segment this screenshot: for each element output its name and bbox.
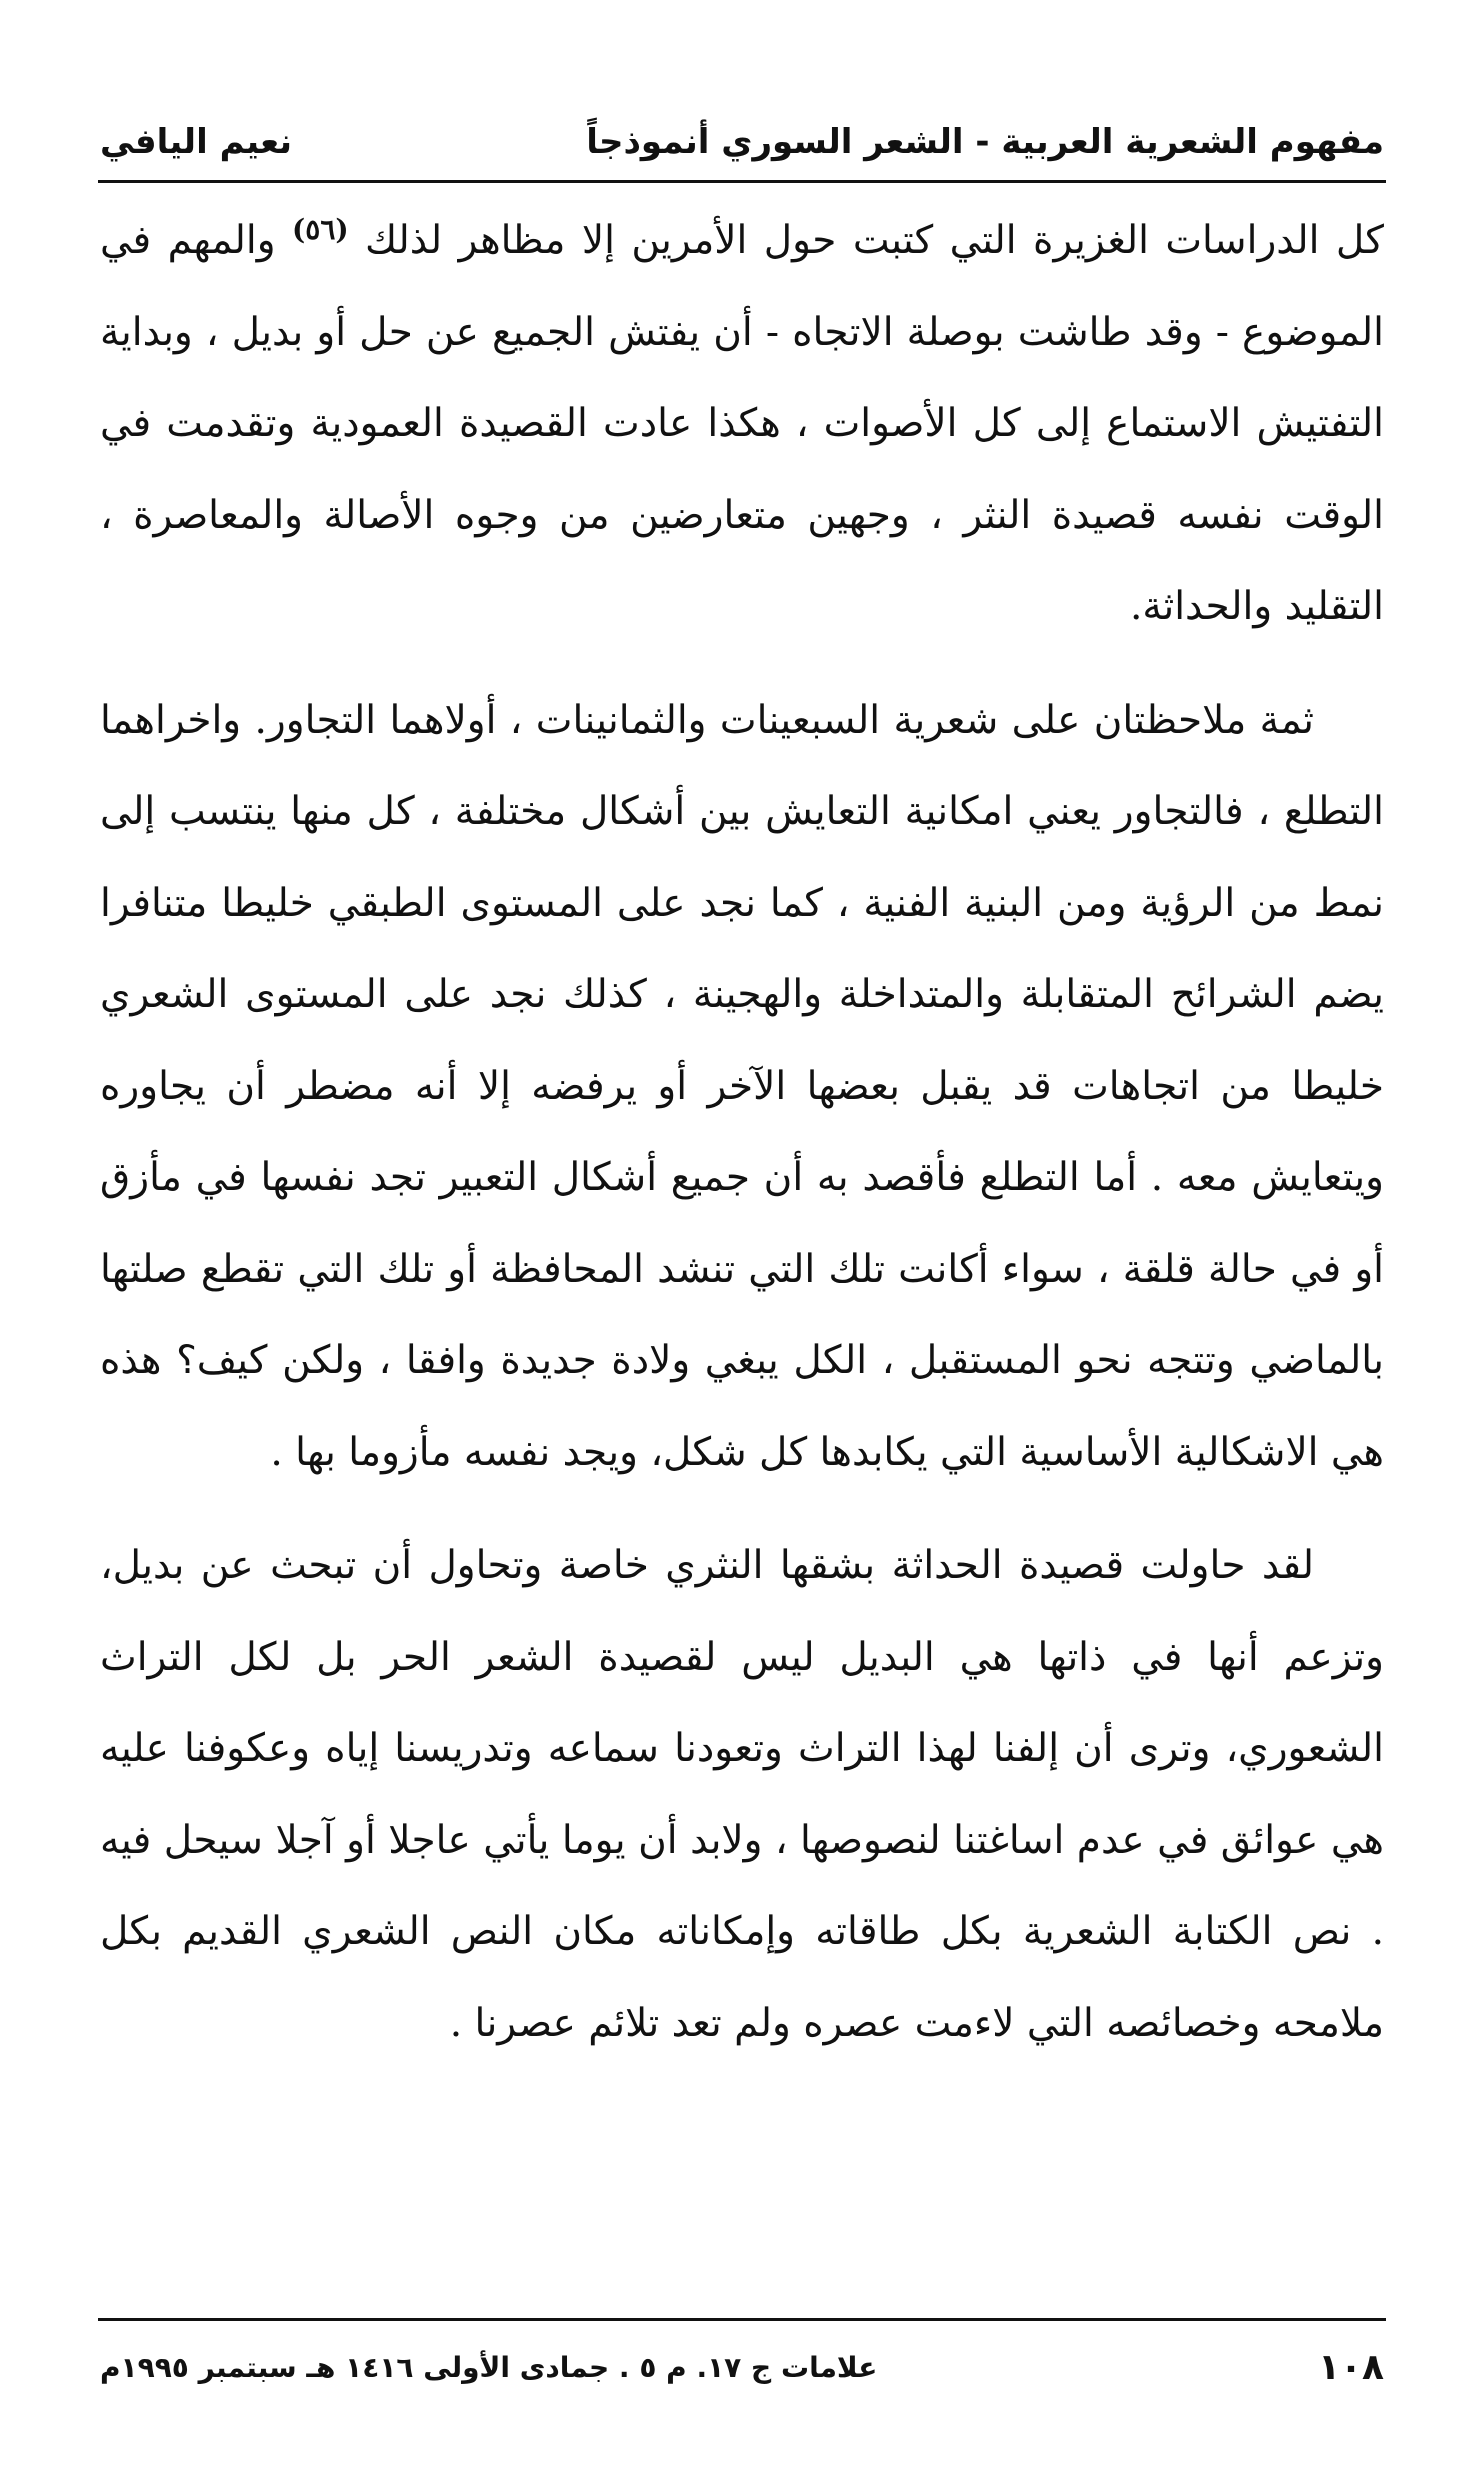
paragraph-3: لقد حاولت قصيدة الحداثة بشقها النثري خاصة وتحاول أن تبحث عن بديل، وتزعم أنها في ذاتها هي البديل ليس لقصيدة الشعر الحر بل لكل التراث الشعوري، وترى أن إلفنا لهذا التراث وتعودنا سماعه وتدريسنا إياه وعكوفنا عليه هي عوائق في عدم اساغتنا لنصوصها ، ولابد أن يوما يأتي عاجلا أو آجلا سيحل فيه . نص الكتابة الشعرية بكل طاقاته وإمكاناته مكان النص الشعري القديم بكل ملامحه وخصائصه التي لاءمت عصره ولم تعد تلائم عصرنا .: [100, 1543, 1384, 2046]
paragraph-1-text-start: كل الدراسات الغزيرة التي كتبت حول الأمرين إلا مظاهر لذلك: [365, 218, 1384, 263]
running-footer: [100, 2338, 1384, 2398]
journal-issue-info: علامات ج ١٧. م ٥ . جمادى الأولى ١٤١٦ هـ سبتمبر ١٩٩٥م: [100, 2351, 878, 2384]
paragraph-1: [100, 195, 1384, 653]
footer-rule: [98, 2318, 1386, 2321]
running-header-author: نعيم اليافي: [100, 122, 293, 162]
footnote-reference: (٥٦): [292, 213, 349, 246]
paragraph-2: ثمة ملاحظتان على شعرية السبعينات والثمانينات ، أولاهما التجاور. واخراهما التطلع ، فالتجاور يعني امكانية التعايش بين أشكال مختلفة ، كل منها ينتسب إلى نمط من الرؤية ومن البنية الفنية ، كما نجد على المستوى الطبقي خليطا متنافرا يضم الشرائح المتقابلة والمتداخلة والهجينة ، كذلك نجد على المستوى الشعري خليطا من اتجاهات قد يقبل بعضها الآخر أو يرفضه إلا أنه مضطر أن يجاوره ويتعايش معه . أما التطلع فأقصد به أن جميع أشكال التعبير تجد نفسها في مأزق أو في حالة قلقة ، سواء أكانت تلك التي تنشد المحافظة أو تلك التي تقطع صلتها بالماضي وتتجه نحو المستقبل ، الكل يبغي ولادة جديدة وافقا ، ولكن كيف؟ هذه هي الاشكالية الأساسية التي يكابدها كل شكل، ويجد نفسه مأزوما بها .: [100, 697, 1384, 1475]
header-rule: [98, 180, 1386, 183]
running-header-title: مفهوم الشعرية العربية - الشعر السوري أنموذجاً: [586, 122, 1384, 162]
paragraph-1-text-end: والمهم في الموضوع - وقد طاشت بوصلة الاتجاه - أن يفتش الجميع عن حل أو بديل ، وبداية التفتيش الاستماع إلى كل الأصوات ، هكذا عادت القصيدة العمودية وتقدمت في الوقت نفسه قصيدة النثر ، وجهين متعارضين من وجوه الأصالة والمعاصرة ، التقليد والحداثة.: [100, 218, 1384, 629]
running-header: [100, 112, 1384, 172]
page-number: ١٠٨: [1318, 2347, 1384, 2388]
body-text: [100, 195, 1384, 2069]
